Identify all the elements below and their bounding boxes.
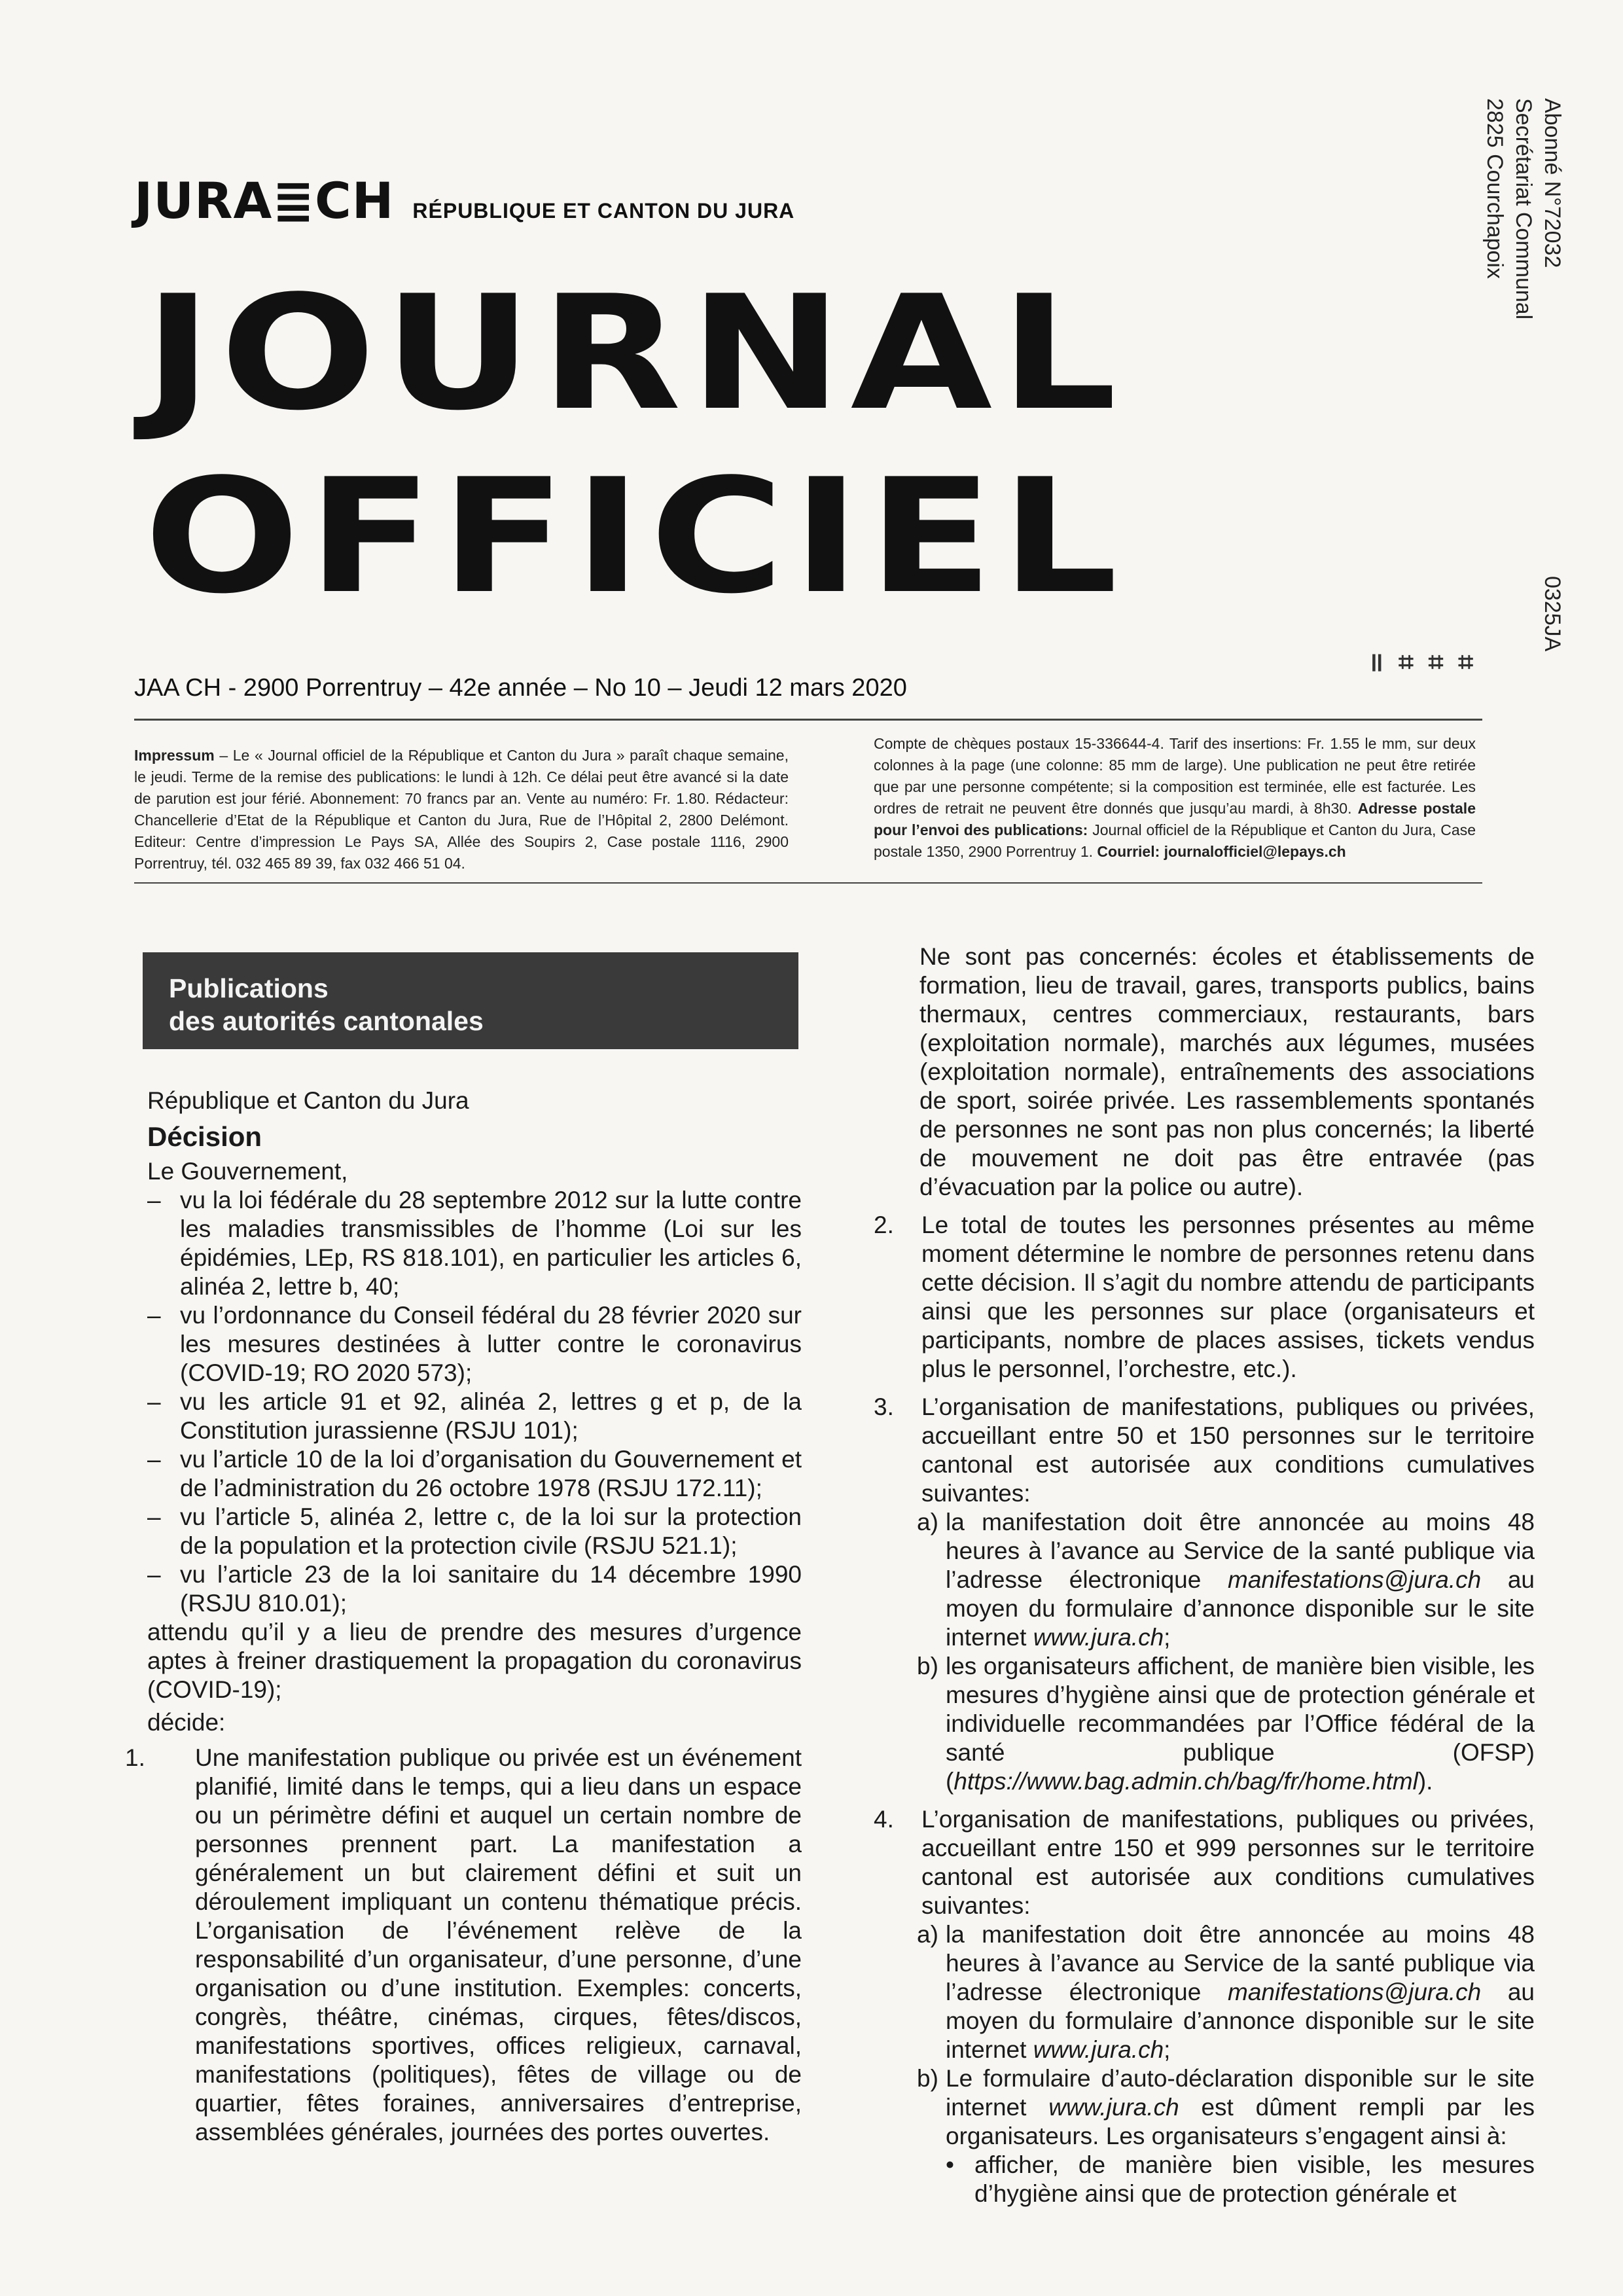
banner-line: Publications [169,973,329,1003]
point-3a [919,1508,1535,1652]
masthead-subtitle: RÉPUBLIQUE ET CANTON DU JURA [412,199,795,223]
point-3 [874,1393,1535,1508]
section-banner [143,952,798,1049]
issue-line: JAA CH - 2900 Porrentruy – 42e année – No 10 – Jeudi 12 mars 2020 [134,674,907,702]
journal-title-line1: JOURNAL [144,262,1125,446]
postal-marks: ॥ ⌗ ⌗ ⌗ [1368,648,1477,677]
jura-ch-logo: JURA≣CH [134,171,395,230]
considerant-item: – vu les article 91 et 92, alinéa 2, lettres g et p, de la Constitution jurassienne (RSJU 101); [147,1388,802,1445]
point-1 [125,1744,802,2147]
impressum-text: Compte de chèques postaux 15-336644-4. Tarif des insertions: Fr. 1.55 le mm, sur deux colonnes à la page (une colonne: 85 mm de large). Une publication ne peut être retirée que par une personne compétente; si la composition est terminée, elle est facturée. Les ordres de retrait ne peuvent être donnés que jusqu’au mardi, à 8h30. [874,735,1476,817]
point-4b [919,2064,1535,2151]
sub-text: les organisateurs affichent, de manière bien visible, les mesures d’hygiène ainsi que de protection générale et individuelle recommandées par l’Office fédéral de la santé publique (OFSP) ( [946,1653,1535,1795]
impressum-text: – Le « Journal officiel de la République et Canton du Jura » paraît chaque semaine, le jeudi. Terme de la remise des publications: le lundi à 12h. Ce délai peut être avancé si la date de parution est jour férié. Abonnement: 70 francs par an. Vente au numéro: Fr. 1.80. Rédacteur: Chancellerie d’Etat de la République et Canton du Jura, Rue de l’Hôpital 2, 2800 Delémont. Editeur: Centre d’impression Le Pays SA, Allée des Soupirs 2, Case postale 1116, 2900 Porrentruy, tél. 032 465 89 39, fax 032 466 51 04. [134,747,789,872]
website-link[interactable]: www.jura.ch [1048,2094,1179,2121]
considerant-item: – vu l’article 5, alinéa 2, lettre c, de la loi sur la protection de la population et la protection civile (RSJU 521.1); [147,1503,802,1560]
masthead-brand [134,171,794,230]
email-contact: Courriel: journalofficiel@lepays.ch [1097,843,1346,860]
point-text: L’organisation de manifestations, publiques ou privées, accueillant entre 150 et 999 personnes sur le territoire cantonal est autorisée aux conditions cumulatives suivantes: [921,1806,1535,1919]
bullet-marker: • [946,2151,954,2178]
authority: République et Canton du Jura [147,1087,469,1114]
point-number: 2. [874,1211,894,1238]
postal-address-label: Adresse postale pour l’envoi des publications: [874,800,1476,838]
sub-text: ; [1164,1624,1171,1651]
point-number: 1. [125,1744,145,1771]
subscriber-line: 2825 Courchapoix [1482,98,1507,279]
considerant-item: – vu l’article 23 de la loi sanitaire du 14 décembre 1990 (RSJU 810.01); [147,1560,802,1618]
email-link[interactable]: manifestations@jura.ch [1228,1566,1482,1593]
considerant-item: – vu l’ordonnance du Conseil fédéral du 28 février 2020 sur les mesures destinées à lutter contre le coronavirus (COVID-19; RO 2020 573); [147,1301,802,1388]
decision-heading: Décision [147,1121,262,1152]
point-4 [874,1805,1535,1920]
point-2 [874,1211,1535,1384]
postal-address: Journal officiel de la République et Canton du Jura, Case postale 1350, 2900 Porrentruy 1. [874,821,1476,860]
sub-marker: a) [917,1509,938,1535]
subscriber-line: Abonné N°72032 [1540,98,1565,268]
banner-line: des autorités cantonales [169,1006,484,1036]
point-text: L’organisation de manifestations, publiques ou privées, accueillant entre 50 et 150 personnes sur le territoire cantonal est autorisée aux conditions cumulatives suivantes: [921,1393,1535,1507]
sub-text: la manifestation doit être annoncée au moins 48 heures à l’avance au Service de la santé publique via l’adresse électronique [946,1509,1535,1593]
continuation-text: Ne sont pas concernés: écoles et établissements de formation, lieu de travail, gares, transports publics, bains thermaux, centres commerciaux, restaurants, bars (exploitation normale), marchés aux légumes, musées (exploitation normale), entraînements des associations de sport, soirée privée. Les rassemblements spontanés de personnes ne sont pas non plus concernés; la liberté de mouvement ne doit pas être entravée (pas d’évacuation par la police ou autre). [919,943,1535,1200]
impressum-right [874,733,1476,863]
sub-text: au moyen du formulaire d’annonce disponible sur le site internet [946,1566,1535,1651]
bullet-text: afficher, de manière bien visible, les mesures d’hygiène ainsi que de protection générale et [974,2151,1535,2207]
point-number: 4. [874,1806,894,1833]
sub-text: ). [1418,1768,1433,1795]
impressum-left [134,745,789,874]
sub-marker: a) [917,1921,938,1948]
sub-text: est dûment rempli par les organisateurs. Les organisateurs s’engagent ainsi à: [946,2094,1535,2149]
point-4a [919,1920,1535,2064]
sub-marker: b) [917,1653,938,1679]
considerant-item: – vu la loi fédérale du 28 septembre 2012 sur la lutte contre les maladies transmissibles de l’homme (Loi sur les épidémies, LEp, RS 818.101), en particulier les articles 6, alinéa 2, lettre b, 40; [147,1186,802,1301]
impressum-label: Impressum [134,747,215,764]
point-text: Le total de toutes les personnes présentes au même moment détermine le nombre de personnes retenu dans cette décision. Il s’agit du nombre attendu de participants ainsi que les personnes sur place (organisateurs et participants, nombre de places assises, tickets vendus plus le personnel, l’orchestre, etc.). [921,1211,1535,1382]
sub-marker: b) [917,2065,938,2092]
url-link[interactable]: https://www.bag.admin.ch/bag/fr/home.html [954,1768,1418,1795]
sub-text: au moyen du formulaire d’annonce disponible sur le site internet [946,1979,1535,2063]
subscriber-line: Secrétariat Communal [1511,98,1536,320]
sub-text: Le formulaire d’auto-déclaration disponible sur le site internet [946,2065,1535,2121]
website-link[interactable]: www.jura.ch [1033,1624,1164,1651]
right-column [874,942,1535,2208]
point-number: 3. [874,1393,894,1420]
sub-text: la manifestation doit être annoncée au moins 48 heures à l’avance au Service de la santé publique via l’adresse électronique [946,1921,1535,2005]
sub-text: ; [1164,2036,1171,2063]
divider [134,882,1482,884]
email-link[interactable]: manifestations@jura.ch [1228,1979,1482,2005]
considerant-item: – vu l’article 10 de la loi d’organisation du Gouvernement et de l’administration du 26 octobre 1978 (RSJU 172.11); [147,1445,802,1503]
point-3b [919,1652,1535,1796]
attendu: attendu qu’il y a lieu de prendre des mesures d’urgence aptes à freiner drastiquement la propagation du coronavirus (COVID-19); [147,1619,802,1703]
intro: Le Gouvernement, [147,1158,348,1185]
bullet-item [946,2151,1535,2208]
routing-code: 0325JA [1540,576,1565,652]
website-link[interactable]: www.jura.ch [1033,2036,1164,2063]
subscriber-address [1480,98,1567,319]
decide: décide: [147,1709,226,1736]
left-column [125,1086,802,2147]
divider [134,719,1482,721]
journal-title-line2: OFFICIEL [144,445,1126,629]
point-text: Une manifestation publique ou privée est un événement planifié, limité dans le temps, qui a lieu dans un espace ou un périmètre défini et auquel un certain nombre de personnes prennent part. La manifestation a généralement un but clairement défini et suit un déroulement impliquant un contenu thématique précis. L’organisation de l’événement relève de la responsabilité d’un organisateur, d’une personne, d’une organisation ou d’une institution. Exemples: concerts, congrès, théâtre, cinémas, cirques, fêtes/discos, manifestations sportives, offices religieux, carnaval, manifestations (politiques), fêtes de village ou de quartier, fêtes foraines, anniversaires d’entreprise, assemblées générales, journées des portes ouvertes. [195,1744,802,2145]
